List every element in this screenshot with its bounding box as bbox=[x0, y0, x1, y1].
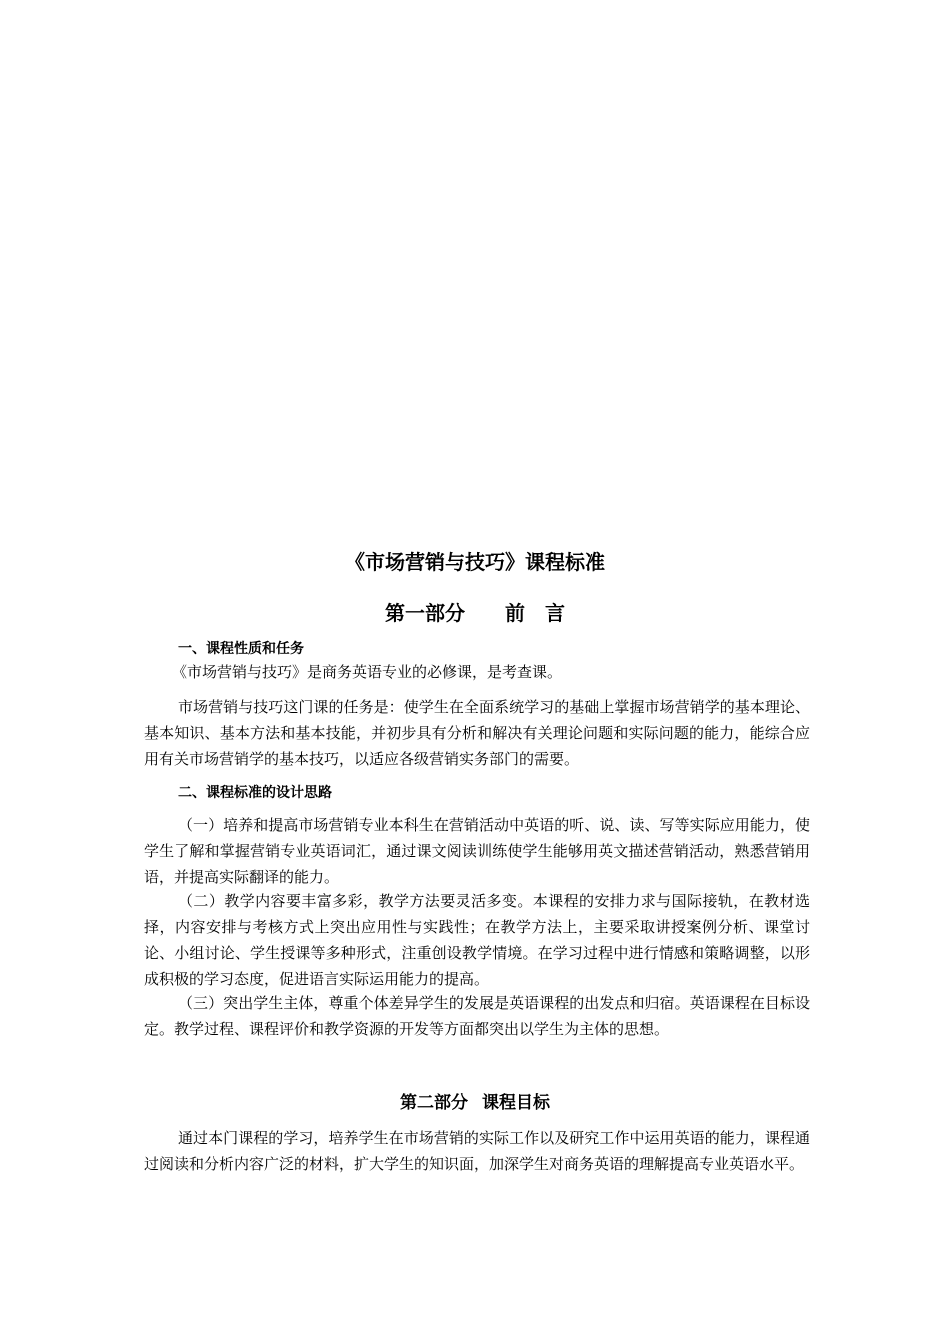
part2-heading-number: 第二部分 bbox=[400, 1093, 468, 1113]
part2-heading bbox=[0, 1090, 950, 1116]
section2-heading: 二、课程标准的设计思路 bbox=[178, 785, 332, 801]
part1-heading bbox=[0, 598, 950, 628]
section1-paragraph-1: 《市场营销与技巧》是商务英语专业的必修课，是考查课。 bbox=[172, 663, 563, 681]
part1-heading-name: 前 言 bbox=[505, 601, 565, 625]
part1-heading-number: 第一部分 bbox=[385, 601, 465, 625]
section1-heading: 一、课程性质和任务 bbox=[178, 641, 304, 657]
section1-paragraph-2: 市场营销与技巧这门课的任务是：使学生在全面系统学习的基础上掌握市场营销学的基本理论、基本知识、基本方法和基本技能，并初步具有分析和解决有关理论问题和实际问题的能力，能综合应用有关市场营销学的基本技巧，以适应各级营销实务部门的需要。 bbox=[144, 698, 810, 768]
document-title: 《市场营销与技巧》课程标准 bbox=[345, 550, 605, 574]
section2-paragraph-2: （二）教学内容要丰富多彩，教学方法要灵活多变。本课程的安排力求与国际接轨，在教材选择，内容安排与考核方式上突出应用性与实践性；在教学方法上，主要采取讲授案例分析、课堂讨论、小组讨论、学生授课等多种形式，注重创设教学情境。在学习过程中进行情感和策略调整，以形成积极的学习态度，促进语言实际运用能力的提高。 bbox=[144, 892, 810, 988]
section2-paragraph-1: （一）培养和提高市场营销专业本科生在营销活动中英语的听、说、读、写等实际应用能力，使学生了解和掌握营销专业英语词汇，通过课文阅读训练使学生能够用英文描述营销活动，熟悉营销用语，并提高实际翻译的能力。 bbox=[144, 816, 810, 886]
part2-heading-name: 课程目标 bbox=[482, 1093, 550, 1113]
section2-paragraph-3: （三）突出学生主体，尊重个体差异学生的发展是英语课程的出发点和归宿。英语课程在目标设定。教学过程、课程评价和教学资源的开发等方面都突出以学生为主体的思想。 bbox=[144, 994, 810, 1038]
part2-paragraph-1: 通过本门课程的学习，培养学生在市场营销的实际工作以及研究工作中运用英语的能力，课程通过阅读和分析内容广泛的材料，扩大学生的知识面，加深学生对商务英语的理解提高专业英语水平。 bbox=[144, 1129, 810, 1173]
